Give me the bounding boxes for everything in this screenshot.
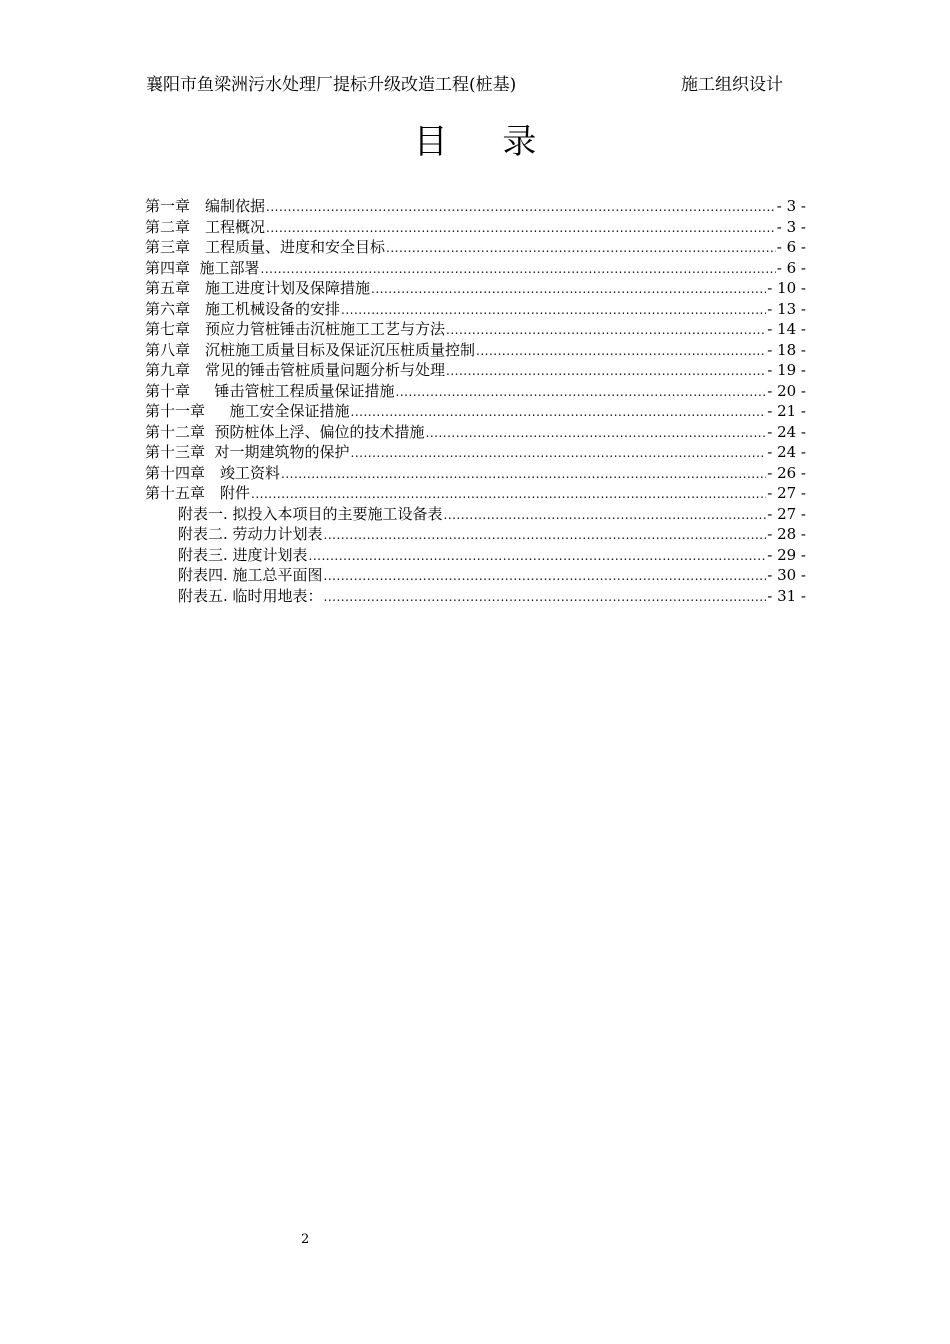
toc-entry-page: - 14 - (767, 320, 806, 338)
toc-dot-leader (446, 361, 766, 382)
toc-entry-page: - 26 - (767, 463, 806, 482)
page-title: 目 录 (413, 122, 559, 162)
toc-dot-leader (386, 238, 776, 259)
toc-entry-page: - 20 - (767, 381, 806, 400)
toc-entry-page: - 27 - (767, 504, 806, 523)
toc-entry-page: - 24 - (767, 422, 806, 441)
toc-entry-page: - 29 - (767, 545, 806, 564)
toc-entry-page: - 6 - (776, 238, 806, 256)
toc-dot-leader (309, 546, 767, 567)
header-doc-type: 施工组织设计 (681, 75, 783, 95)
toc-entry-page: - 31 - (767, 586, 806, 605)
toc-chapter-entry[interactable] (145, 299, 806, 320)
toc-entry-page: - 21 - (767, 402, 806, 420)
toc-entry-page: - 3 - (776, 197, 806, 215)
toc-dot-leader (341, 300, 766, 321)
toc-appendix-entry[interactable] (145, 586, 806, 607)
toc-entry-label: 第三章 工程质量、进度和安全目标 (145, 238, 386, 256)
toc-entry-label: 附表一. 拟投入本项目的主要施工设备表 (178, 504, 443, 523)
toc-entry-page: - 24 - (767, 443, 806, 461)
toc-entry-page: - 27 - (767, 484, 806, 502)
toc-chapter-entry[interactable] (145, 422, 806, 443)
toc-chapter-entry[interactable] (145, 360, 806, 381)
toc-dot-leader (476, 341, 766, 362)
toc-chapter-entry[interactable] (145, 217, 806, 238)
toc-entry-page: - 28 - (767, 525, 806, 543)
header-project-title: 襄阳市鱼梁洲污水处理厂提标升级改造工程(桩基) (146, 75, 517, 95)
toc-dot-leader (426, 423, 767, 444)
toc-appendix-entry[interactable] (145, 524, 806, 545)
toc-dot-leader (444, 505, 767, 526)
toc-entry-label: 第六章 施工机械设备的安排 (145, 299, 341, 318)
toc-entry-page: - 19 - (767, 361, 806, 379)
toc-chapter-entry[interactable] (145, 340, 806, 361)
toc-entry-page: - 13 - (767, 299, 806, 318)
toc-entry-label: 附表四. 施工总平面图 (178, 566, 323, 584)
toc-dot-leader (351, 402, 767, 423)
toc-chapter-entry[interactable] (145, 319, 806, 340)
toc-dot-leader (266, 197, 776, 218)
toc-entry-label: 第十章 锤击管桩工程质量保证措施 (145, 381, 395, 400)
toc-dot-leader (251, 484, 766, 505)
toc-entry-page: - 3 - (776, 217, 806, 236)
toc-entry-label: 第十二章 预防桩体上浮、偏位的技术措施 (145, 422, 425, 441)
toc-entry-label: 第四章 施工部署 (145, 258, 260, 277)
toc-dot-leader (371, 279, 766, 300)
toc-entry-label: 第十三章 对一期建筑物的保护 (145, 443, 350, 461)
toc-appendix-entry[interactable] (145, 504, 806, 525)
toc-entry-page: - 10 - (767, 279, 806, 297)
toc-entry-label: 附表五. 临时用地表： (178, 586, 323, 605)
toc-chapter-entry[interactable] (145, 196, 806, 217)
toc-entry-label: 第十四章 竣工资料 (145, 463, 281, 482)
toc-entry-label: 第十五章 附件 (145, 484, 251, 502)
toc-entry-page: - 6 - (776, 258, 806, 277)
toc-entry-label: 第八章 沉桩施工质量目标及保证沉压桩质量控制 (145, 340, 476, 359)
toc-entry-label: 第一章 编制依据 (145, 197, 266, 215)
toc-dot-leader (266, 218, 776, 239)
toc-dot-leader (324, 587, 767, 608)
toc-entry-label: 附表三. 进度计划表 (178, 545, 308, 564)
toc-chapter-entry[interactable] (145, 237, 806, 258)
toc-entry-page: - 30 - (767, 566, 806, 584)
toc-chapter-entry[interactable] (145, 401, 806, 422)
toc-chapter-entry[interactable] (145, 463, 806, 484)
toc-dot-leader (324, 525, 767, 546)
toc-entry-page: - 18 - (767, 340, 806, 359)
toc-chapter-entry[interactable] (145, 442, 806, 463)
toc-dot-leader (351, 443, 767, 464)
toc-dot-leader (324, 566, 767, 587)
toc-appendix-entry[interactable] (145, 545, 806, 566)
toc-chapter-entry[interactable] (145, 381, 806, 402)
toc-entry-label: 第九章 常见的锤击管桩质量问题分析与处理 (145, 361, 446, 379)
toc-dot-leader (281, 464, 766, 485)
toc-chapter-entry[interactable] (145, 278, 806, 299)
toc-entry-label: 第五章 施工进度计划及保障措施 (145, 279, 371, 297)
toc-dot-leader (261, 259, 776, 280)
toc-entry-label: 第七章 预应力管桩锤击沉桩施工工艺与方法 (145, 320, 446, 338)
table-of-contents (145, 196, 806, 606)
footer-page-number: 2 (301, 1232, 310, 1247)
toc-entry-label: 第二章 工程概况 (145, 217, 266, 236)
toc-entry-label: 第十一章 施工安全保证措施 (145, 402, 350, 420)
toc-dot-leader (396, 382, 767, 403)
toc-chapter-entry[interactable] (145, 483, 806, 504)
toc-chapter-entry[interactable] (145, 258, 806, 279)
toc-entry-label: 附表二. 劳动力计划表 (178, 525, 323, 543)
toc-dot-leader (446, 320, 766, 341)
toc-appendix-entry[interactable] (145, 565, 806, 586)
